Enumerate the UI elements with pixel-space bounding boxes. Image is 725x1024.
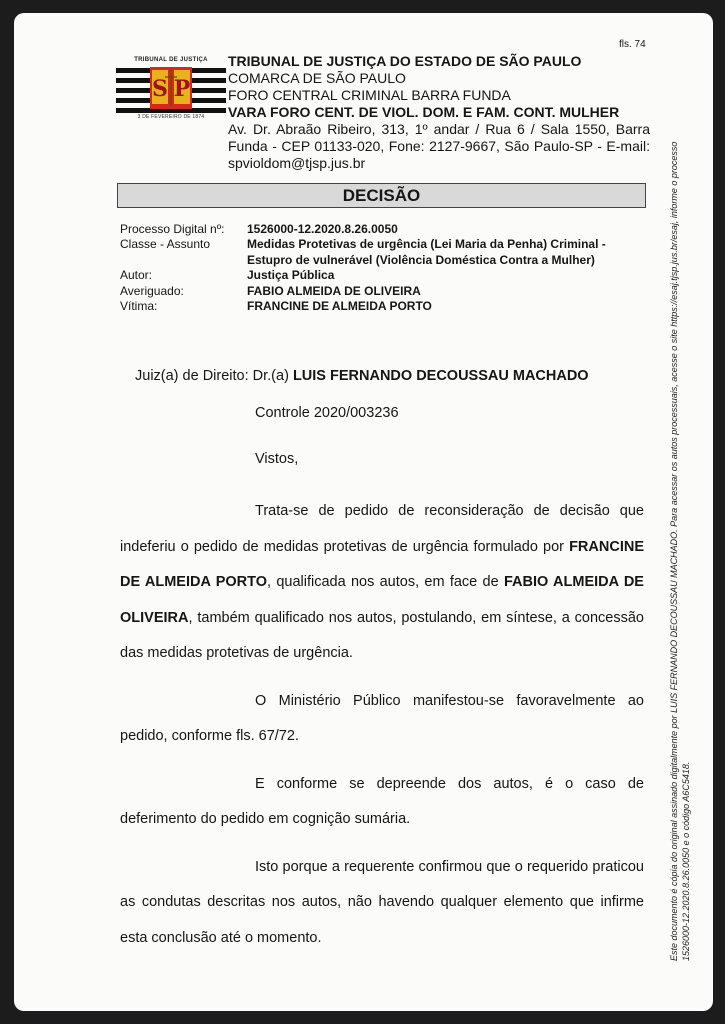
averiguado-row (120, 284, 647, 299)
seal-top-text: TRIBUNAL DE JUSTIÇA (134, 57, 208, 63)
classe-value: Medidas Protetivas de urgência (Lei Maria da Penha) Criminal - Estupro de vulnerável (Violência Doméstica Contra a Mulher) (247, 237, 606, 267)
side-note-line-2: 1526000-12.2020.8.26.0050 e o código A6C5418. (681, 761, 691, 961)
autor-row (120, 268, 647, 283)
paragraph-2: O Ministério Público manifestou-se favoravelmente ao pedido, conforme fls. 67/72. (120, 692, 644, 744)
autor-value: Justiça Pública (247, 268, 335, 283)
judge-line (135, 368, 589, 384)
p1-name-victim: FRANCINE DE ALMEIDA PORTO (120, 538, 644, 590)
vistos-line: Vistos, (255, 450, 299, 467)
processo-value: 1526000-12.2020.8.26.0050 (247, 222, 398, 236)
p1-name-accused: FABIO ALMEIDA DE OLIVEIRA (120, 574, 644, 626)
processo-label: Processo Digital nº: (120, 222, 225, 236)
p1-text-b: , qualificada nos autos, em face de (267, 574, 499, 590)
page-number: fls. 74 (619, 39, 646, 50)
controle-line: Controle 2020/003236 (255, 405, 399, 421)
vara: VARA FORO CENT. DE VIOL. DOM. E FAM. CONT. MULHER (228, 104, 620, 120)
paragraph-1 (120, 494, 644, 672)
p1-text-a: Trata-se de pedido de reconsideração de decisão que indeferiu o pedido de medidas protetivas de urgência formulado por (120, 503, 644, 555)
decision-body (120, 396, 644, 956)
case-info (120, 222, 647, 314)
court-address: Av. Dr. Abraão Ribeiro, 313, 1º andar / Rua 6 / Sala 1550, Barra Funda - CEP 01133-020, Fone: 2127-9667, São Paulo-SP - E-mail: spvioldom@tjsp.jus.br (228, 121, 650, 171)
judge-label: Juiz(a) de Direito: Dr.(a) (135, 368, 289, 384)
paragraph-3: E conforme se depreende dos autos, é o caso de deferimento do pedido em cognição sumária. (120, 775, 644, 827)
autor-label: Autor: (120, 268, 153, 283)
digital-signature-note (668, 101, 692, 961)
seal-letter-right: P (173, 76, 191, 102)
document-page (14, 13, 713, 1011)
vitima-value: FRANCINE DE ALMEIDA PORTO (247, 299, 432, 314)
classe-label: Classe - Assunto (120, 237, 211, 252)
seal-letter-left: S (152, 76, 168, 102)
judge-name: LUIS FERNANDO DECOUSSAU MACHADO (292, 368, 589, 384)
side-note-line-1: Este documento é cópia do original assinado digitalmente por LUIS FERNANDO DECOUSSAU MACHADO. Para acessar os autos processuais, acesse o site https://esaj.tjsp.jus.br/esaj, informe o processo (669, 141, 679, 961)
averiguado-value: FABIO ALMEIDA DE OLIVEIRA (247, 283, 421, 298)
seal-flag-icon (116, 65, 226, 113)
court-seal-logo (116, 57, 226, 121)
seal-bottom-text: 3 DE FEVEREIRO DE 1874 (137, 114, 205, 120)
p1-text-c: , também qualificado nos autos, postulando, em síntese, a concessão das medidas protetivas de urgência. (120, 609, 644, 661)
averiguado-label: Averiguado: (120, 283, 184, 298)
paragraph-4: Isto porque a requerente confirmou que o requerido praticou as condutas descritas nos autos, não havendo qualquer elemento que infirme esta conclusão até o momento. (120, 858, 644, 946)
document-title: DECISÃO (117, 183, 646, 208)
processo-row (120, 222, 647, 237)
comarca: COMARCA DE SÃO PAULO (228, 70, 406, 86)
classe-row (120, 237, 647, 268)
court-name: TRIBUNAL DE JUSTIÇA DO ESTADO DE SÃO PAULO (228, 53, 582, 69)
vitima-row (120, 299, 647, 314)
vitima-label: Vítima: (120, 299, 158, 314)
court-header (228, 53, 650, 172)
foro: FORO CENTRAL CRIMINAL BARRA FUNDA (228, 87, 511, 103)
